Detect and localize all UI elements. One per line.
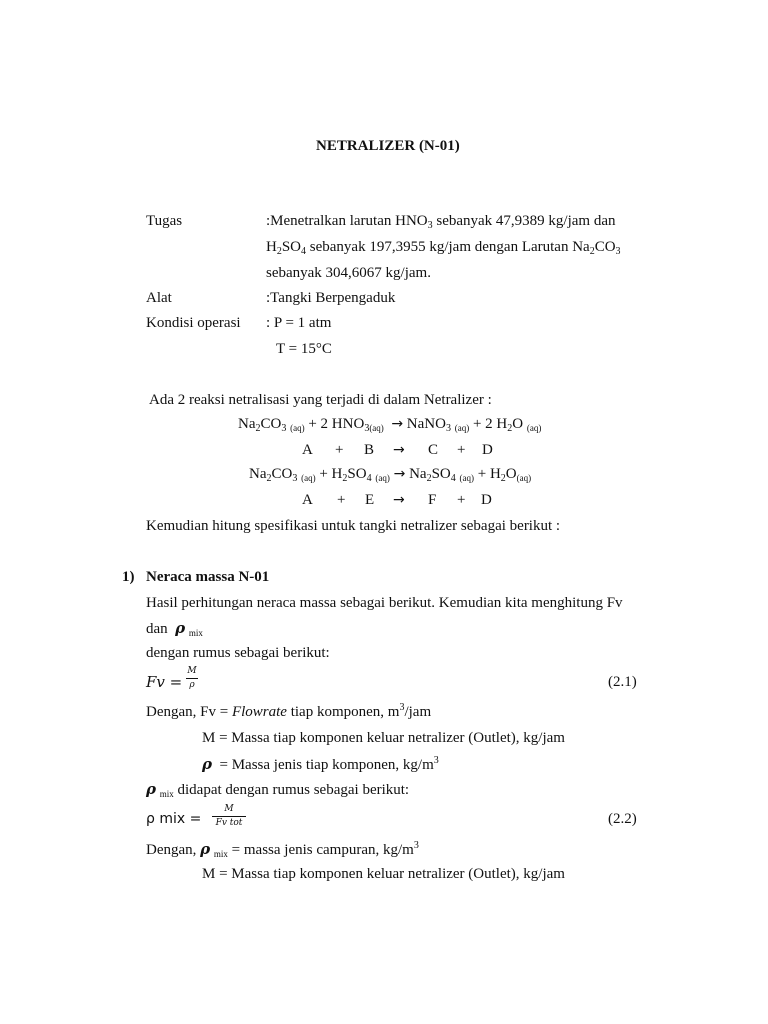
reactions-outro: Kemudian hitung spesifikasi untuk tangki netralizer sebagai berikut : — [146, 518, 561, 534]
kondisi-pressure: : P = 1 atm — [266, 315, 332, 331]
paragraph-1: Hasil perhitungan neraca massa sebagai berikut. Kemudian kita menghitung Fv — [146, 595, 623, 611]
reaction-arrow-icon: → — [393, 466, 406, 482]
reaction-1: $Na_2CO_3$ $_{(aq)}$ + 2 $HNO_{3(aq)}$ → NaNO$_3$ $_{(aq)}$ + 2 $H_2O$ $_{(aq)}$ — [238, 416, 542, 434]
reaction-2-plus-2: + — [457, 492, 466, 508]
reaction-1-letter-a: A — [302, 442, 313, 458]
reaction-1-arrow-icon: → — [393, 442, 405, 458]
definition-rho-mix: Dengan, ρ $_{mix}$ = massa jenis campuran, $kg/m^3$ — [146, 840, 419, 859]
equation-2-number: (2.2) — [608, 811, 637, 827]
equation-1-lhs: Fv = — [146, 673, 183, 691]
reaction-2-letter-f: F — [428, 492, 437, 508]
definition-m-2: M = Massa tiap komponen keluar netralizer (Outlet), kg/jam — [202, 866, 565, 882]
equation-1-fraction: M ρ — [187, 666, 197, 690]
definition-rho: ρ = Massa jenis tiap komponen, $kg/m^3$ — [202, 755, 439, 773]
reaction-1-plus-1: + — [335, 442, 344, 458]
equation-1-number: (2.1) — [608, 674, 637, 690]
reaction-2-arrow-icon: → — [393, 492, 405, 508]
section-number: 1) — [122, 569, 135, 585]
reaction-1-letter-b: B — [364, 442, 375, 458]
kondisi-label: Kondisi operasi — [146, 315, 241, 331]
reaction-1-letter-d: D — [482, 442, 493, 458]
reaction-2: $Na_2CO_3$ $_{(aq)} + H_2SO_4$ $_{(aq)} \to Na_2SO_4$ $_{(aq)} + H_2O_{(aq)}$ — [249, 466, 532, 484]
reaction-1-letter-c: C — [428, 442, 439, 458]
equation-2-fraction: M Fv tot — [212, 805, 246, 828]
tugas-label: Tugas — [146, 213, 183, 229]
tugas-line-1: :Menetralkan larutan $HNO_3$ sebanyak 47,9389 kg/jam dan — [266, 213, 616, 231]
reaction-arrow-icon: → — [391, 416, 404, 432]
reaction-2-letter-d: D — [481, 492, 492, 508]
equation-2-lhs: ρ mix = — [146, 811, 202, 827]
definition-m: M = Massa tiap komponen keluar netralizer (Outlet), kg/jam — [202, 730, 565, 746]
paragraph-2: dan ρ $_{mix}$ — [146, 619, 203, 638]
page-title: NETRALIZER (N-01) — [316, 138, 460, 154]
tugas-line-2: $H_2SO_4$ sebanyak 197,3955 kg/jam dengan Larutan $Na_2CO_3$ — [266, 239, 621, 257]
paragraph-3: dengan rumus sebagai berikut: — [146, 645, 330, 661]
reaction-2-letter-a: A — [302, 492, 313, 508]
definition-fv: Dengan, Fv = Flowrate tiap komponen, $m^3$/jam — [146, 702, 432, 720]
reaction-1-plus-2: + — [457, 442, 466, 458]
reactions-intro: Ada 2 reaksi netralisasi yang terjadi di dalam Netralizer : — [149, 392, 492, 408]
alat-value: :Tangki Berpengaduk — [266, 290, 396, 306]
kondisi-temperature: T = 15°C — [276, 341, 332, 357]
reaction-2-letter-e: E — [365, 492, 375, 508]
alat-label: Alat — [146, 290, 172, 306]
rho-mix-line: ρ $_{mix}$ didapat dengan rumus sebagai berikut: — [146, 780, 410, 799]
tugas-line-3: sebanyak 304,6067 kg/jam. — [266, 265, 431, 281]
section-heading: Neraca massa N-01 — [146, 569, 270, 585]
reaction-2-plus-1: + — [337, 492, 346, 508]
